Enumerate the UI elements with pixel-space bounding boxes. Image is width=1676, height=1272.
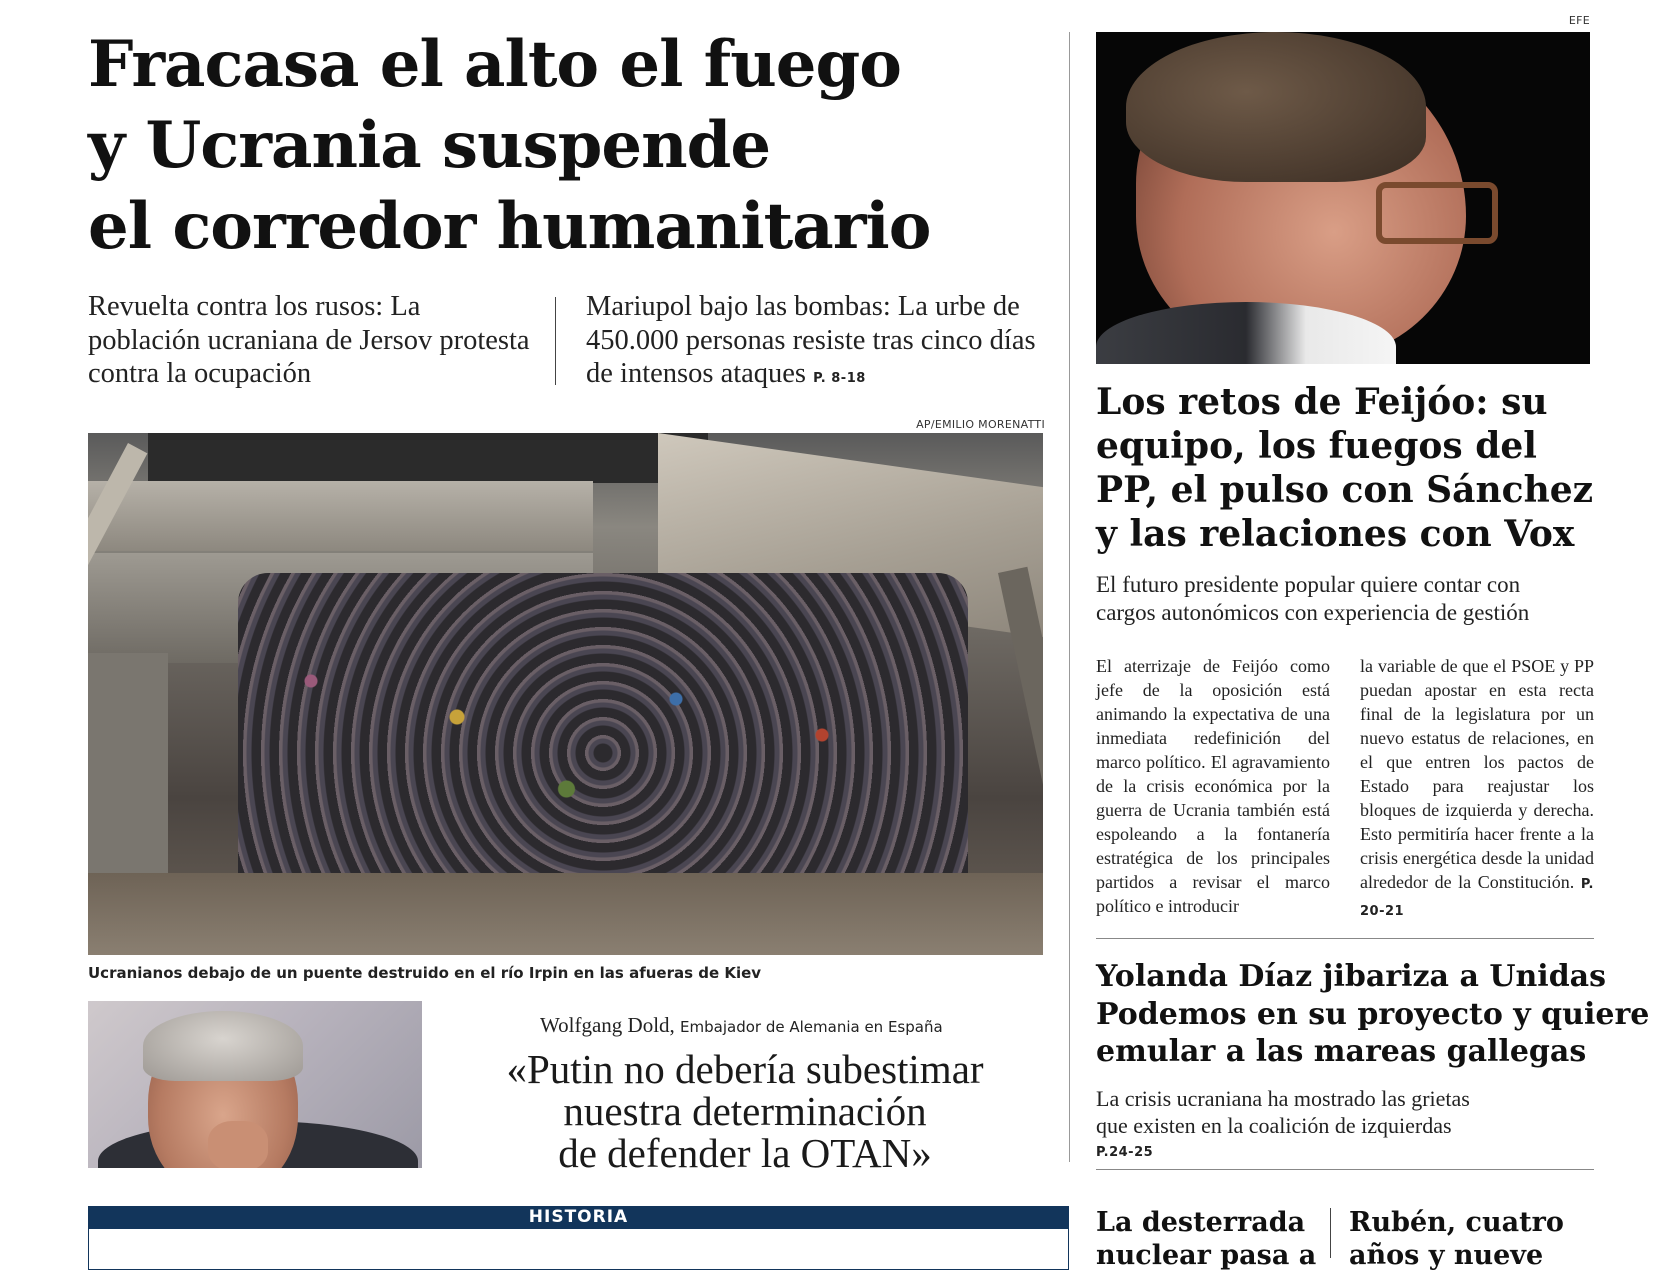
historia-section-box (88, 1229, 1069, 1270)
page-reference: P. 20-21 (1360, 877, 1594, 919)
yolanda-headline-line: Podemos en su proyecto y quiere (1096, 996, 1650, 1032)
section-rule (1096, 1169, 1594, 1170)
teaser-nuclear[interactable] (1096, 1206, 1316, 1272)
photo-credit: AP/EMILIO MORENATTI (916, 418, 1045, 431)
section-rule (1096, 938, 1594, 939)
interview-quote[interactable] (440, 1048, 1050, 1174)
deck-mariupol-text: Mariupol bajo las bombas: La urbe de 450.000 personas resiste tras cinco días de intensos ataques (586, 291, 1036, 389)
interview-source (540, 1013, 1010, 1038)
historia-section-label[interactable]: HISTORIA (88, 1206, 1069, 1229)
interview-portrait-photo[interactable] (88, 1001, 422, 1168)
yolanda-headline-line: emular a las mareas gallegas (1096, 1034, 1587, 1069)
feijoo-headline-line: equipo, los fuegos del (1096, 425, 1537, 467)
teaser-line: nuclear pasa a (1096, 1240, 1317, 1271)
yolanda-headline-line: Yolanda Díaz jibariza a Unidas (1096, 959, 1606, 994)
feijoo-deck-line: cargos autonómicos con experiencia de gestión (1096, 600, 1530, 625)
main-headline-line: y Ucrania suspende (88, 108, 771, 183)
photo-caption: Ucranianos debajo de un puente destruido en el río Irpin en las afueras de Kiev (88, 964, 762, 982)
teaser-divider (1330, 1208, 1331, 1258)
quote-line: «Putin no debería subestimar (506, 1046, 984, 1092)
feijoo-headline-line: y las relaciones con Vox (1096, 513, 1575, 555)
feijoo-portrait-photo[interactable] (1096, 32, 1590, 364)
side-photo-credit: EFE (1568, 14, 1590, 27)
teaser-line: La desterrada (1096, 1207, 1306, 1238)
deck-mariupol (586, 290, 1056, 396)
deck-divider (555, 297, 556, 385)
teaser-line: años y nueve (1349, 1240, 1544, 1271)
teaser-line: Rubén, cuatro (1349, 1207, 1564, 1238)
feijoo-body-column-1: El aterrizaje de Feijóo como jefe de la oposición está animando la expectativa de una inmediata redefinición del marco político. El agravamiento de la crisis económica por la guerra de Ucrania también está espoleando a la fontanería estratégica de los principales partidos a revisar el marco político e introducir (1096, 656, 1330, 916)
yolanda-deck-line: La crisis ucraniana ha mostrado las grietas (1096, 1086, 1470, 1111)
main-headline[interactable] (88, 24, 1048, 267)
quote-line: nuestra determinación (563, 1088, 927, 1134)
main-headline-line: Fracasa el alto el fuego (88, 27, 901, 102)
feijoo-headline-line: PP, el pulso con Sánchez (1096, 469, 1594, 511)
deck-jersov: Revuelta contra los rusos: La población ucraniana de Jersov protesta contra la ocupación (88, 291, 530, 389)
yolanda-deck-text: que existen en la coalición de izquierdas (1096, 1113, 1452, 1138)
interview-name: Wolfgang Dold, (540, 1013, 675, 1037)
feijoo-body-text: la variable de que el PSOE y PP puedan apostar en esta recta final de la legislatura por un nuevo estatus de relaciones, en el que entren los pactos de Estado para reajustar los bloques de izquierda y derecha. Esto permitiría hacer frente a la crisis energética desde la unidad alrededor de la Constitución. (1360, 656, 1594, 892)
page-reference: P.24-25 (1096, 1145, 1154, 1160)
yolanda-deck-line (1096, 1112, 1616, 1166)
quote-line: de defender la OTAN» (558, 1130, 932, 1176)
feijoo-headline[interactable] (1096, 380, 1616, 556)
feijoo-body-column-2 (1360, 654, 1594, 924)
feijoo-headline-line: Los retos de Feijóo: su (1096, 381, 1548, 423)
column-divider (1069, 32, 1070, 1162)
yolanda-deck (1096, 1085, 1616, 1166)
feijoo-deck-line: El futuro presidente popular quiere contar con (1096, 572, 1521, 597)
interview-role: Embajador de Alemania en España (680, 1018, 943, 1036)
main-headline-line: el corredor humanitario (88, 189, 931, 264)
feijoo-deck (1096, 571, 1636, 627)
yolanda-headline[interactable] (1096, 958, 1650, 1071)
page-reference: P. 8-18 (813, 371, 866, 386)
teaser-ruben[interactable] (1349, 1206, 1589, 1272)
main-photo-crowd-under-bridge[interactable] (88, 433, 1043, 955)
